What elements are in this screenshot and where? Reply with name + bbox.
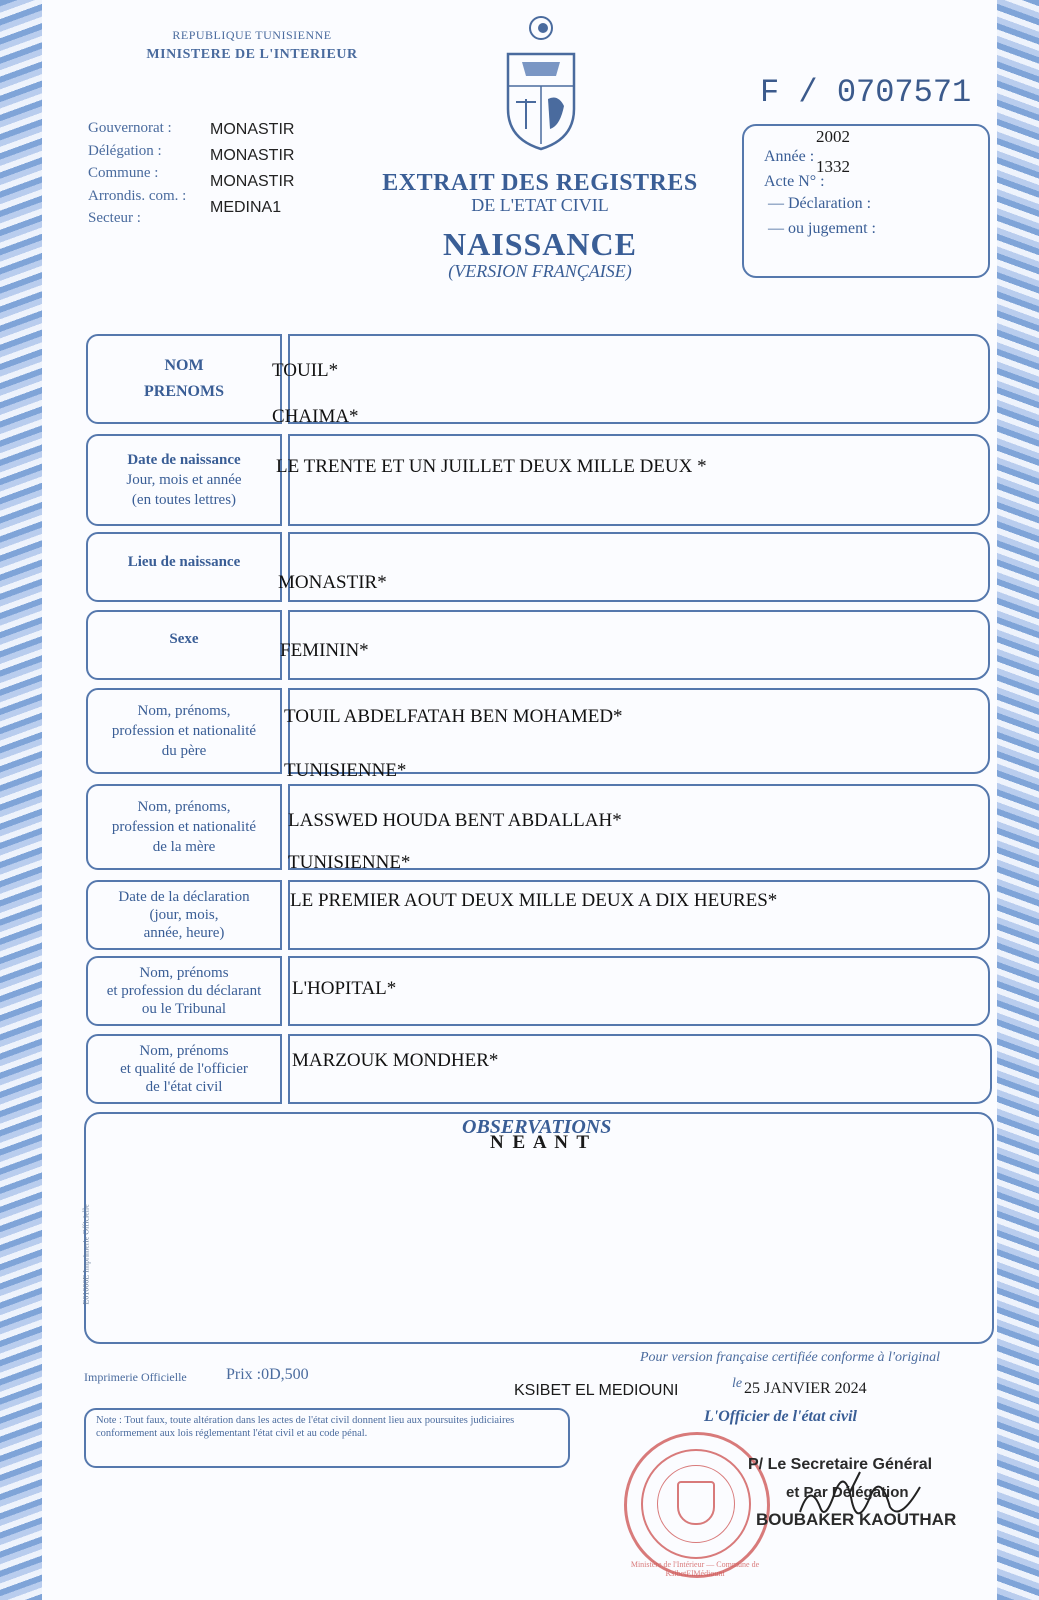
declarant-label-line3: ou le Tribunal — [141, 1001, 227, 1017]
prenoms-value: CHAIMA* — [272, 406, 359, 427]
decorative-right-border — [997, 0, 1039, 1600]
lieu-naissance-label-text: Lieu de naissance — [127, 554, 241, 570]
lieu-naissance-label — [86, 532, 282, 602]
pere-name-value: TOUIL ABDELFATAH BEN MOHAMED* — [284, 706, 623, 727]
declaration-label: — Déclaration : — [768, 195, 872, 212]
mere-label-line1: Nom, prénoms, — [137, 799, 231, 815]
stamp-text: Ministère de l'Intérieur — Commune de KsibetElMédiouni — [630, 1560, 760, 1578]
lieu-naissance-field — [288, 532, 990, 602]
mere-nationality-value: TUNISIENNE* — [288, 852, 411, 873]
arrondissement-label: Arrondis. com. : — [88, 187, 187, 204]
date-naissance-label-title: Date de naissance — [127, 452, 241, 468]
date-declaration-label-line3: année, heure) — [143, 925, 225, 941]
official-stamp — [624, 1432, 770, 1578]
admin-labels — [88, 117, 186, 230]
declarant-label — [86, 956, 282, 1026]
signature-line-3: BOUBAKER KAOUTHAR — [756, 1510, 957, 1529]
gouvernorat-value: MONASTIR — [210, 121, 295, 138]
gouvernorat-label: Gouvernorat : — [88, 120, 172, 136]
date-naissance-label — [86, 434, 282, 526]
nom-label: NOM — [164, 357, 204, 374]
mere-label — [86, 784, 282, 870]
date-naissance-label-sub1: Jour, mois et année — [126, 472, 242, 488]
certification-text: Pour version française certifiée conforme à l'original — [640, 1350, 941, 1365]
imprimerie-label: Imprimerie Officielle — [84, 1370, 187, 1384]
coat-of-arms-emblem — [498, 14, 584, 154]
officer-title: L'Officier de l'état civil — [704, 1408, 857, 1425]
handwritten-signature — [790, 1462, 950, 1532]
signature-line-2: et Par Délégation — [786, 1484, 909, 1501]
jugement-label: — ou jugement : — [768, 220, 876, 237]
pere-label — [86, 688, 282, 774]
title-naissance: NAISSANCE — [443, 226, 637, 262]
side-print-text: E01000E Imprimerie Officielle — [81, 1204, 91, 1305]
prenoms-label: PRENOMS — [144, 383, 224, 400]
document-serial-number: F / 0707571 — [760, 74, 972, 111]
mere-label-line3: de la mère — [152, 839, 216, 855]
commune-label: Commune : — [88, 165, 159, 181]
mere-label-line2: profession et nationalité — [111, 819, 257, 835]
sexe-value: FEMININ* — [280, 640, 369, 661]
title-etat-civil: DE L'ETAT CIVIL — [471, 195, 609, 215]
annee-label: Année : — [764, 148, 815, 165]
date-naissance-label-sub2: (en toutes lettres) — [131, 492, 237, 508]
commune-value: MONASTIR — [210, 173, 295, 190]
pere-nationality-value: TUNISIENNE* — [284, 760, 407, 781]
date-naissance-field — [288, 434, 990, 526]
date-value: 25 JANVIER 2024 — [744, 1380, 867, 1397]
officier-label-line3: de l'état civil — [145, 1079, 223, 1095]
secteur-label: Secteur : — [88, 210, 141, 226]
admin-values — [210, 117, 294, 221]
officier-label-line2: et qualité de l'officier — [120, 1061, 248, 1077]
observations-value: N E A N T — [490, 1132, 592, 1153]
declarant-label-line1: Nom, prénoms — [139, 965, 229, 981]
declarant-label-line2: et profession du déclarant — [106, 983, 262, 999]
sexe-field — [288, 610, 990, 680]
delegation-value: MONASTIR — [210, 147, 295, 164]
mere-name-value: LASSWED HOUDA BENT ABDALLAH* — [288, 810, 622, 831]
republic-header: REPUBLIQUE TUNISIENNE — [172, 28, 332, 42]
prix-label: Prix :0D,500 — [226, 1366, 309, 1383]
pere-label-line2: profession et nationalité — [111, 723, 257, 739]
document-title-block — [370, 170, 710, 282]
signature-line-1: P/ Le Secretaire Général — [748, 1456, 933, 1473]
observations-title: OBSERVATIONS — [462, 1116, 612, 1138]
sexe-label-text: Sexe — [169, 631, 199, 647]
date-declaration-label — [86, 880, 282, 950]
secteur-value: MEDINA1 — [210, 199, 282, 216]
date-declaration-value: LE PREMIER AOUT DEUX MILLE DEUX A DIX HEURES* — [290, 890, 778, 911]
pere-label-line1: Nom, prénoms, — [137, 703, 231, 719]
delegation-label: Délégation : — [88, 142, 162, 159]
title-extrait: EXTRAIT DES REGISTRES — [382, 170, 698, 196]
declarant-value: L'HOPITAL* — [292, 978, 397, 999]
pere-label-line3: du père — [161, 743, 207, 759]
sexe-label — [86, 610, 282, 680]
date-declaration-label-line2: (jour, mois, — [149, 907, 219, 923]
annee-value: 2002 — [816, 127, 850, 146]
acte-label: Acte N° : — [764, 173, 825, 190]
nom-value: TOUIL* — [272, 360, 339, 381]
nom-prenoms-label — [86, 334, 282, 424]
date-naissance-value: LE TRENTE ET UN JUILLET DEUX MILLE DEUX * — [276, 456, 707, 477]
officier-label-line1: Nom, prénoms — [139, 1043, 229, 1059]
place-value: KSIBET EL MEDIOUNI — [514, 1382, 679, 1399]
officier-value: MARZOUK MONDHER* — [292, 1050, 499, 1071]
nom-prenoms-field — [288, 334, 990, 424]
le-label: le — [732, 1376, 743, 1391]
officier-label — [86, 1034, 282, 1104]
ministry-header: MINISTERE DE L'INTERIEUR — [146, 47, 358, 62]
title-version: (VERSION FRANÇAISE) — [448, 261, 632, 281]
decorative-left-border — [0, 0, 42, 1600]
acte-value: 1332 — [816, 157, 850, 176]
lieu-naissance-value: MONASTIR* — [278, 572, 387, 593]
date-declaration-label-line1: Date de la déclaration — [118, 889, 250, 905]
legal-note: Note : Tout faux, toute altération dans les actes de l'état civil donnent lieu aux poursuites judiciaires conformement aux lois réglementant l'état civil et au code pénal. — [84, 1408, 570, 1468]
